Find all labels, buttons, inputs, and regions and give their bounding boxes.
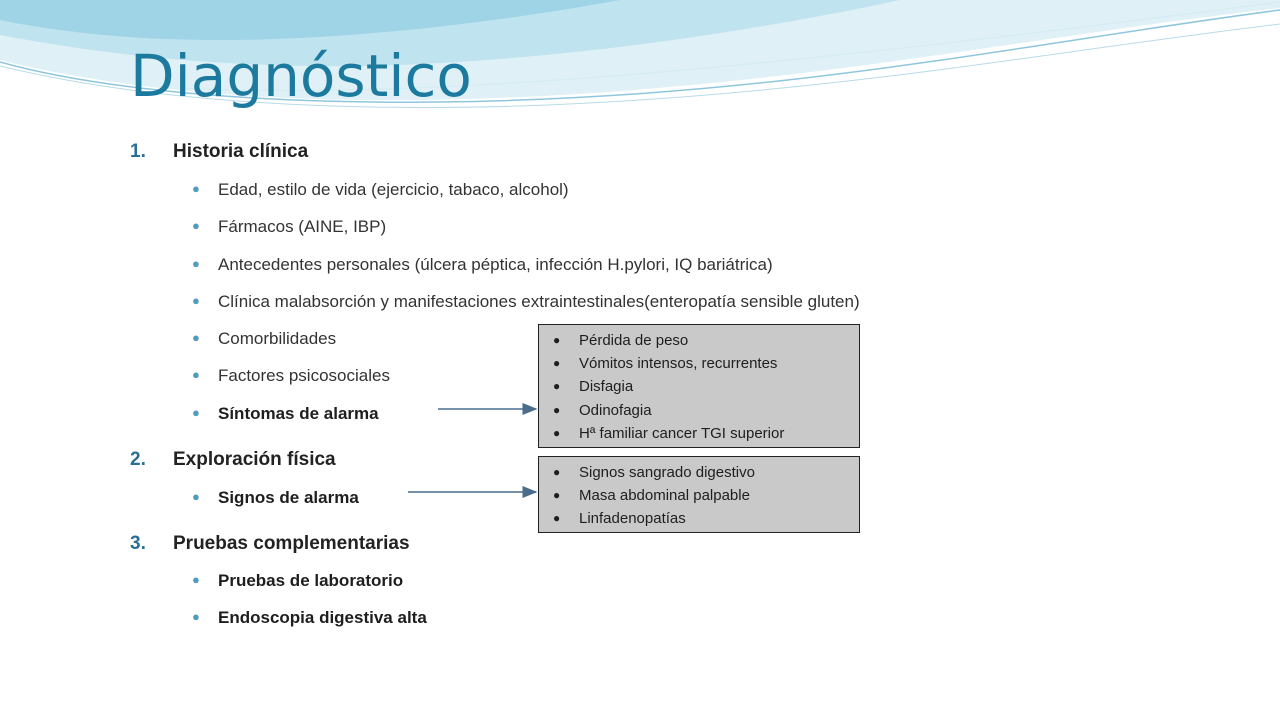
bullet-icon: ● bbox=[192, 330, 200, 345]
bullet-icon: ● bbox=[192, 609, 200, 624]
section-number: 2. bbox=[130, 449, 146, 470]
bullet-icon: ● bbox=[192, 572, 200, 587]
list-item: ● Endoscopia digestiva alta bbox=[192, 608, 427, 627]
list-item: ● Edad, estilo de vida (ejercicio, tabaco, alcohol) bbox=[192, 180, 569, 199]
box-item: ● Odinofagia bbox=[553, 399, 859, 422]
list-item: ● Factores psicosociales bbox=[192, 366, 390, 385]
bullet-icon: ● bbox=[553, 425, 561, 440]
bullet-icon: ● bbox=[192, 367, 200, 382]
box-item: ● Pérdida de peso bbox=[553, 329, 859, 352]
bullet-icon: ● bbox=[192, 218, 200, 233]
bullet-icon: ● bbox=[192, 181, 200, 196]
list-item-signos-alarma: ● Signos de alarma bbox=[192, 488, 359, 507]
box-item: ● Disfagia bbox=[553, 375, 859, 398]
list-item: ● Pruebas de laboratorio bbox=[192, 571, 404, 590]
slide-title: Diagnóstico bbox=[130, 42, 472, 110]
bullet-icon: ● bbox=[553, 356, 561, 371]
bullet-icon: ● bbox=[553, 402, 561, 417]
list-item: ● Comorbilidades bbox=[192, 329, 337, 348]
section-pruebas-complementarias bbox=[130, 533, 410, 555]
list-item-sintomas-alarma: ● Síntomas de alarma bbox=[192, 404, 379, 423]
section-number: 3. bbox=[130, 533, 146, 554]
section-exploracion-fisica bbox=[130, 449, 336, 471]
section-heading: Pruebas complementarias bbox=[173, 533, 410, 554]
section-historia-clinica bbox=[130, 141, 308, 163]
bullet-icon: ● bbox=[192, 256, 200, 271]
signos-alarma-box bbox=[538, 456, 860, 533]
bullet-icon: ● bbox=[553, 511, 561, 526]
list-item: ● Fármacos (AINE, IBP) bbox=[192, 217, 387, 236]
section-heading: Historia clínica bbox=[173, 141, 309, 162]
bullet-icon: ● bbox=[553, 379, 561, 394]
bullet-icon: ● bbox=[192, 405, 200, 420]
bullet-icon: ● bbox=[553, 465, 561, 479]
bullet-icon: ● bbox=[553, 333, 561, 347]
box-item: ● Vómitos intensos, recurrentes bbox=[553, 352, 859, 375]
list-item: ● Clínica malabsorción y manifestaciones extraintestinales(enteropatía sensible gluten) bbox=[192, 292, 860, 311]
bullet-icon: ● bbox=[192, 489, 200, 504]
list-item: ● Antecedentes personales (úlcera péptica, infección H.pylori, IQ bariátrica) bbox=[192, 255, 773, 274]
box-item: ● Linfadenopatías bbox=[553, 507, 859, 530]
bullet-icon: ● bbox=[553, 488, 561, 503]
box-item: ● Hª familiar cancer TGI superior bbox=[553, 422, 859, 445]
section-heading: Exploración física bbox=[173, 449, 336, 470]
bullet-icon: ● bbox=[192, 293, 200, 308]
sintomas-alarma-box bbox=[538, 324, 860, 448]
box-item: ● Signos sangrado digestivo bbox=[553, 461, 859, 484]
section-number: 1. bbox=[130, 141, 146, 162]
box-item: ● Masa abdominal palpable bbox=[553, 484, 859, 507]
